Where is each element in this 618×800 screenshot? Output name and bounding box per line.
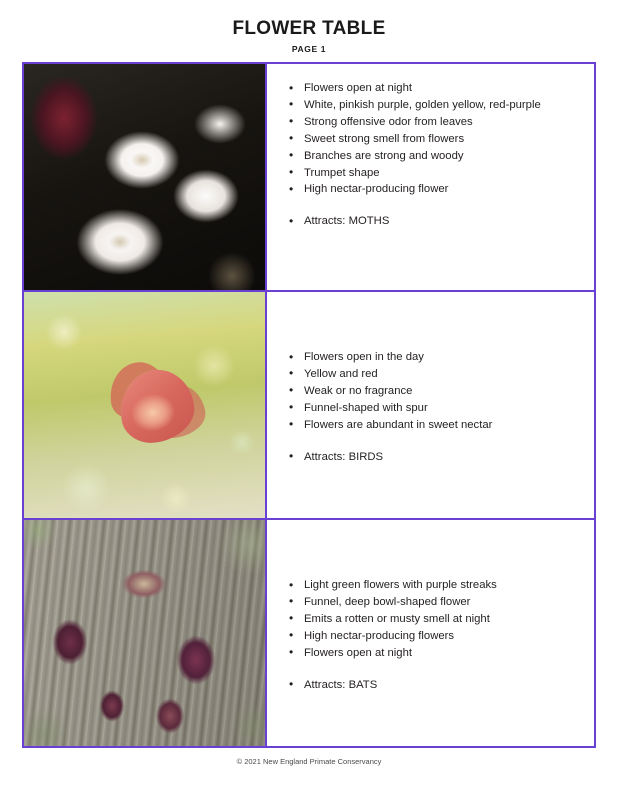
copyright-footer: © 2021 New England Primate Conservancy bbox=[236, 757, 382, 766]
table-row bbox=[24, 292, 594, 520]
attracts-label: • Attracts: MOTHS bbox=[285, 213, 580, 229]
cannonball-tree-flowers-photo bbox=[24, 520, 265, 746]
fact-list bbox=[285, 349, 580, 434]
flower-image-cell bbox=[24, 292, 267, 518]
table-row bbox=[24, 64, 594, 292]
pink-columbine-flower-photo bbox=[24, 292, 265, 518]
list-item: • Flowers open at night bbox=[285, 80, 580, 96]
flower-description-cell bbox=[267, 520, 594, 746]
list-item: • Flowers open in the day bbox=[285, 349, 580, 365]
list-item: • Flowers are abundant in sweet nectar bbox=[285, 417, 580, 433]
flower-image-cell bbox=[24, 64, 267, 290]
white-trumpet-flowers-photo bbox=[24, 64, 265, 290]
table-row bbox=[24, 520, 594, 748]
list-item: • Funnel, deep bowl-shaped flower bbox=[285, 594, 580, 610]
page-subtitle: PAGE 1 bbox=[291, 44, 327, 54]
page-title: FLOWER TABLE bbox=[232, 18, 386, 39]
list-item: • Sweet strong smell from flowers bbox=[285, 131, 580, 147]
attracts-label: • Attracts: BIRDS bbox=[285, 449, 580, 465]
flower-table bbox=[22, 62, 596, 748]
attracts-label: • Attracts: BATS bbox=[285, 677, 580, 693]
list-item: • High nectar-producing flower bbox=[285, 181, 580, 197]
list-item: • White, pinkish purple, golden yellow, red-purple bbox=[285, 97, 580, 113]
list-item: • Flowers open at night bbox=[285, 645, 580, 661]
list-item: • Funnel-shaped with spur bbox=[285, 400, 580, 416]
fact-list bbox=[285, 577, 580, 662]
list-item: • Weak or no fragrance bbox=[285, 383, 580, 399]
list-item: • Emits a rotten or musty smell at night bbox=[285, 611, 580, 627]
flower-description-cell bbox=[267, 64, 594, 290]
list-item: • High nectar-producing flowers bbox=[285, 628, 580, 644]
flower-image-cell bbox=[24, 520, 267, 746]
fact-list bbox=[285, 80, 580, 198]
list-item: • Strong offensive odor from leaves bbox=[285, 114, 580, 130]
list-item: • Trumpet shape bbox=[285, 165, 580, 181]
list-item: • Light green flowers with purple streaks bbox=[285, 577, 580, 593]
list-item: • Branches are strong and woody bbox=[285, 148, 580, 164]
list-item: • Yellow and red bbox=[285, 366, 580, 382]
flower-description-cell bbox=[267, 292, 594, 518]
